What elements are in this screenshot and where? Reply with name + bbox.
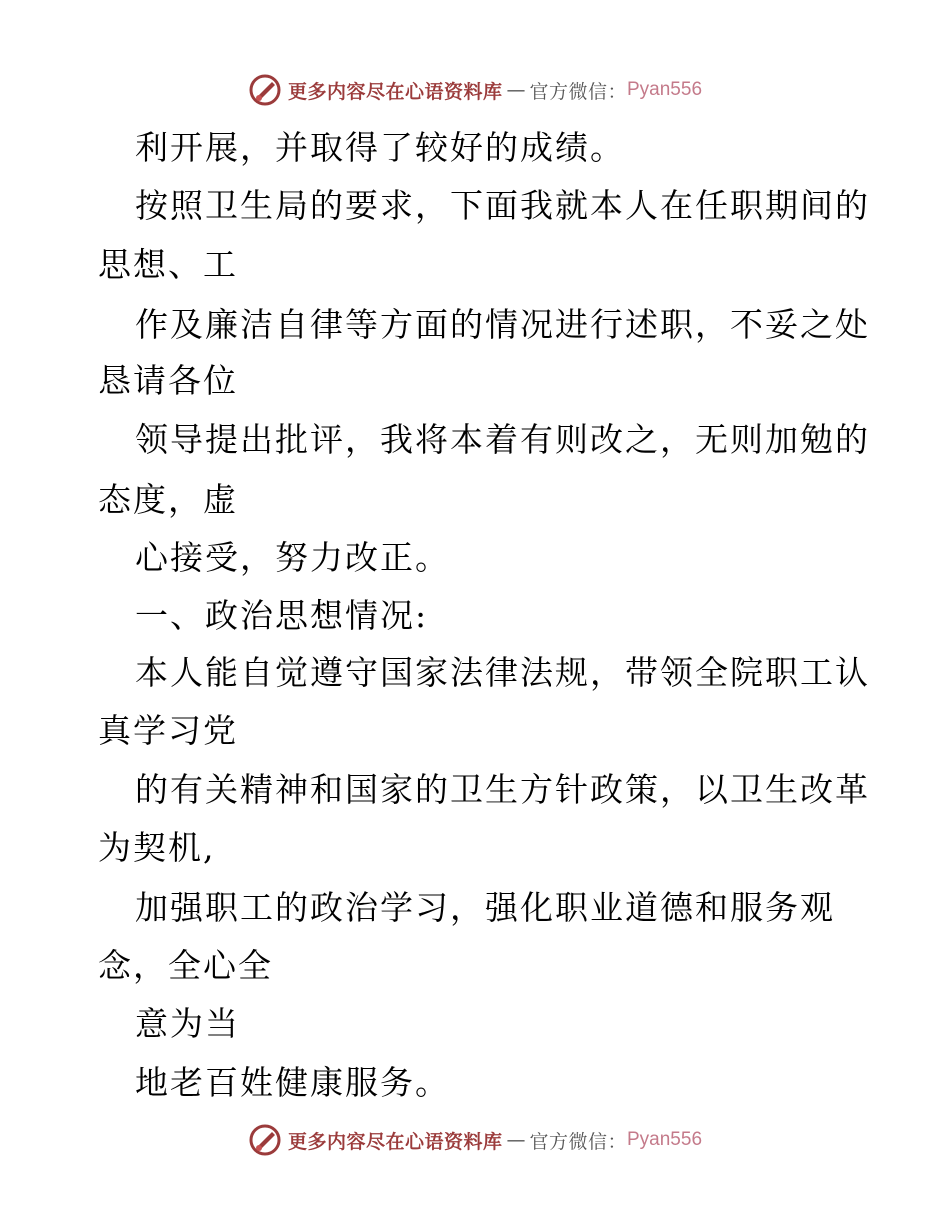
- section-heading: 一、政治思想情况:: [135, 596, 429, 635]
- text-line: 思想、工: [98, 245, 238, 284]
- watermark-main-text: 更多内容尽在心语资料库: [287, 1130, 503, 1153]
- ink-pen-seal-icon: [248, 1123, 282, 1157]
- text-line: 按照卫生局的要求，下面我就本人在任职期间的: [135, 186, 870, 225]
- text-line: 利开展，并取得了较好的成绩。: [135, 128, 625, 167]
- watermark-dash: —: [506, 1129, 526, 1151]
- ink-pen-seal-icon: [248, 73, 282, 107]
- text-line: 领导提出批评，我将本着有则改之，无则加勉的: [135, 420, 870, 459]
- text-line: 真学习党: [98, 711, 238, 750]
- text-line: 态度，虚: [98, 480, 238, 519]
- text-line: 作及廉洁自律等方面的情况进行述职，不妥之处: [135, 305, 870, 344]
- text-line: 为契机,: [98, 828, 216, 867]
- text-line: 念，全心全: [98, 946, 273, 985]
- watermark-dash: —: [506, 79, 526, 101]
- text-line: 加强职工的政治学习，强化职业道德和服务观: [135, 888, 835, 927]
- footer-watermark: [0, 1120, 950, 1160]
- watermark-suffix-text: 官方微信：: [529, 1130, 627, 1153]
- watermark-main-text: 更多内容尽在心语资料库: [287, 80, 503, 103]
- text-line: 地老百姓健康服务。: [135, 1063, 450, 1102]
- text-line: 的有关精神和国家的卫生方针政策，以卫生改革: [135, 770, 870, 809]
- text-line: 本人能自觉遵守国家法律法规，带领全院职工认: [135, 653, 870, 692]
- text-line: 意为当: [135, 1004, 240, 1043]
- text-line: 恳请各位: [98, 361, 238, 400]
- watermark-suffix-text: 官方微信：: [529, 80, 627, 103]
- watermark-handle: Pyan556: [627, 1129, 703, 1150]
- watermark-handle: Pyan556: [627, 79, 703, 100]
- header-watermark: [0, 70, 950, 110]
- text-line: 心接受，努力改正。: [135, 538, 450, 577]
